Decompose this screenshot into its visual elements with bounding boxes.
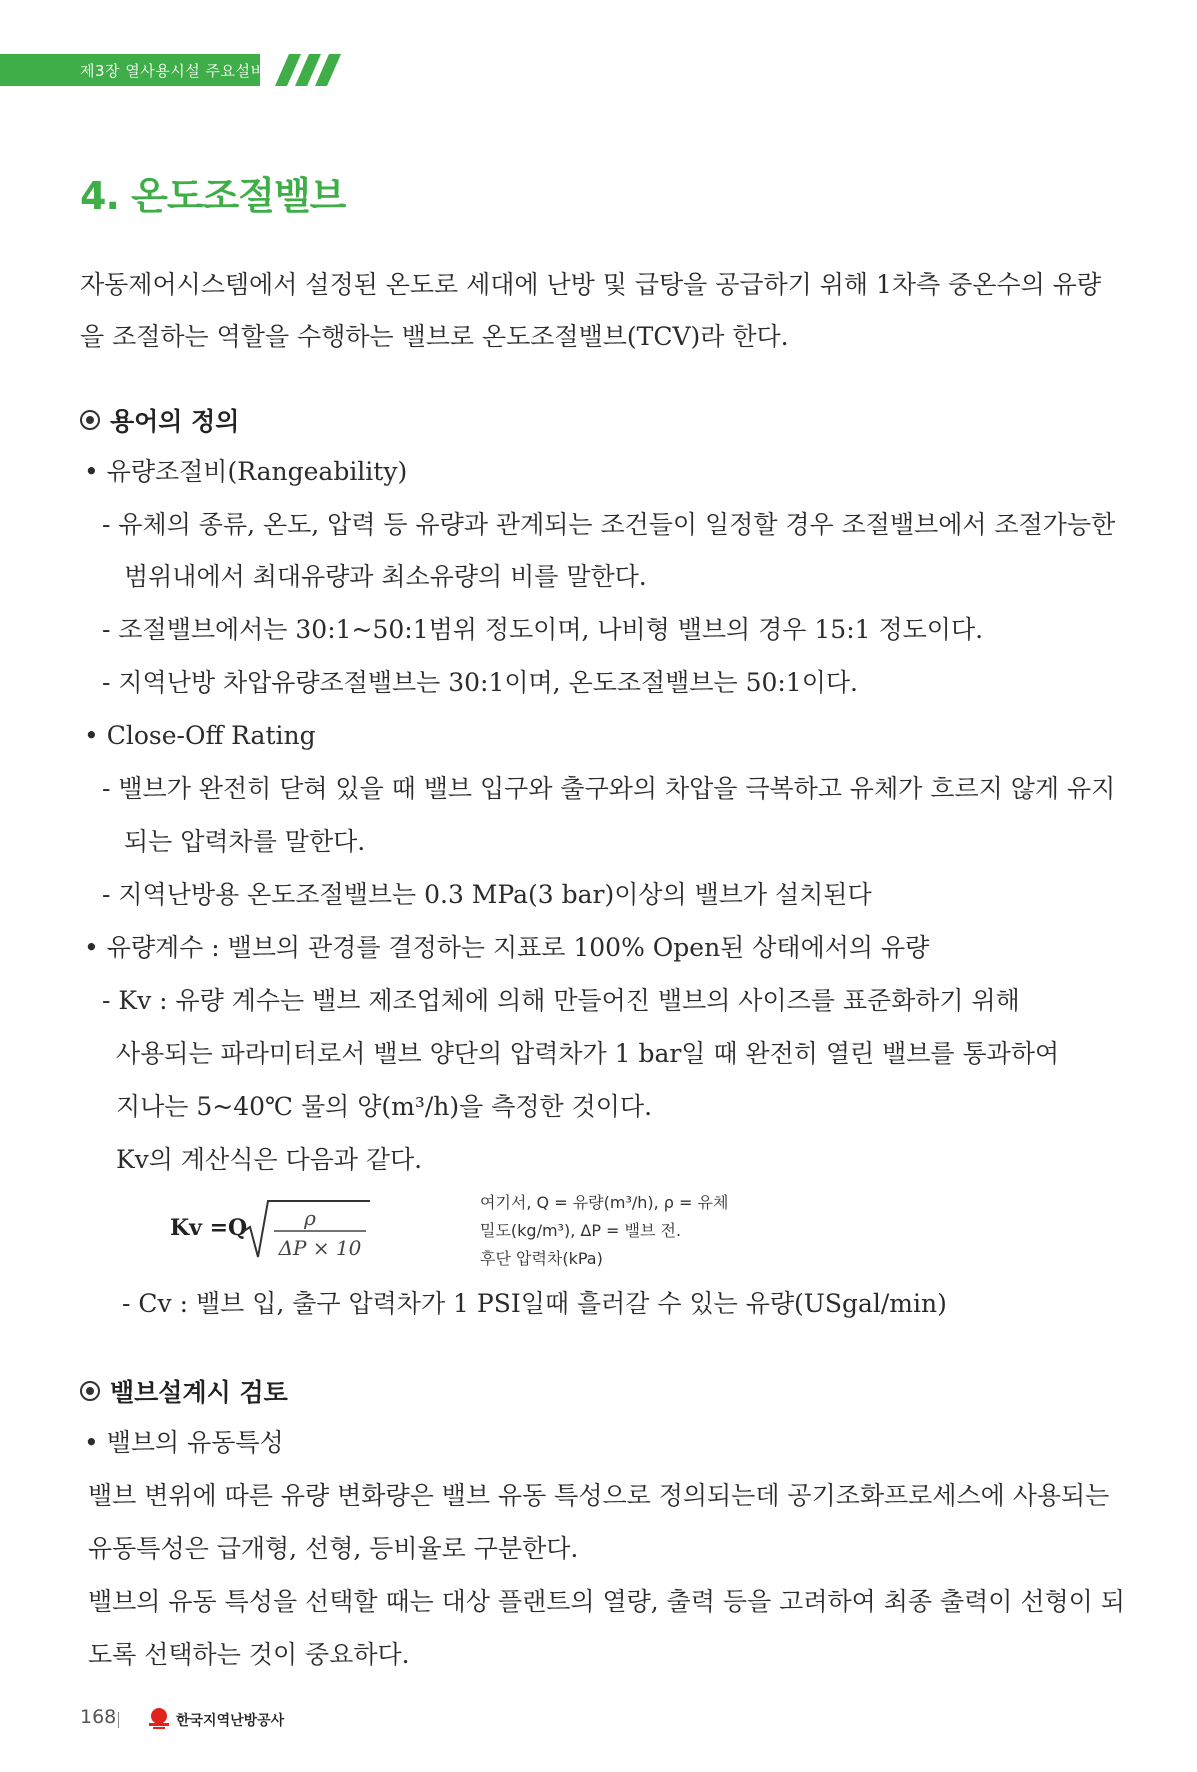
closeoff-desc-1b: 되는 압력차를 말한다. [124,827,366,856]
rangeability-desc-1b: 범위내에서 최대유량과 최소유량의 비를 말한다. [124,562,647,591]
rangeability-desc-3: - 지역난방 차압유량조절밸브는 30:1이며, 온도조절밸브는 50:1이다. [102,668,858,697]
formula-numerator: ρ [304,1206,316,1230]
bullet-close-off-rating: • Close-Off Rating [84,719,316,753]
target-bullet-icon [80,410,100,430]
kv-desc-3: 지나는 5~40℃ 물의 양(m³/h)을 측정한 것이다. [116,1092,653,1121]
kv-desc-2: 사용되는 파라미터로서 밸브 양단의 압력차가 1 bar일 때 완전히 열린 밸브를 통과하여 [116,1039,1060,1068]
body-line-3: 밸브의 유동 특성을 선택할 때는 대상 플랜트의 열량, 출력 등을 고려하여 최종 출력이 선형이 되 [88,1587,1125,1616]
section-title: 4. 온도조절밸브 [80,174,346,218]
formula-note-1: 여기서, Q = 유량(m³/h), ρ = 유체 [480,1193,729,1212]
page-number: 168 [80,1706,117,1728]
kv-desc-4: Kv의 계산식은 다음과 같다. [116,1145,423,1174]
footer-divider [118,1712,119,1728]
kv-formula [170,1195,380,1265]
chapter-label: 제3장 열사용시설 주요설비 [80,62,266,80]
section-heading-valve-design [80,1373,288,1409]
body-line-2: 유동특성은 급개형, 선형, 등비율로 구분한다. [88,1534,579,1563]
intro-line-1: 자동제어시스템에서 설정된 온도로 세대에 난방 및 급탕을 공급하기 위해 1차측 중온수의 유량 [80,270,1102,299]
bullet-flow-coefficient: • 유량계수 : 밸브의 관경를 결정하는 지표로 100% Open된 상태에서의 유량 [84,931,929,965]
section-heading-definitions [80,402,239,438]
intro-line-2: 을 조절하는 역할을 수행하는 밸브로 온도조절밸브(TCV)라 한다. [80,322,789,351]
body-line-4: 도록 선택하는 것이 중요하다. [88,1640,410,1669]
formula-note-2: 밀도(kg/m³), ΔP = 밸브 전. [480,1221,682,1240]
section-heading-text: 밸브설계시 검토 [110,1378,288,1407]
formula-denominator: ΔP × 10 [278,1236,362,1260]
bullet-flow-characteristics: • 밸브의 유동특성 [84,1426,284,1460]
target-bullet-icon [80,1381,100,1401]
formula-note-3: 후단 압력차(kPa) [480,1249,603,1268]
bullet-rangeability: • 유량조절비(Rangeability) [84,455,407,489]
closeoff-desc-1a: - 밸브가 완전히 닫혀 있을 때 밸브 입구와 출구와의 차압을 극복하고 유체가 흐르지 않게 유지 [102,774,1116,803]
cv-desc: - Cv : 밸브 입, 출구 압력차가 1 PSI일때 흘러갈 수 있는 유량(USgal/min) [122,1289,947,1318]
company-logo-icon [146,1705,172,1731]
company-name: 한국지역난방공사 [176,1713,285,1729]
rangeability-desc-1a: - 유체의 종류, 온도, 압력 등 유량과 관계되는 조건들이 일정할 경우 조절밸브에서 조절가능한 [102,510,1116,539]
section-heading-text: 용어의 정의 [110,407,240,436]
header-stripes [275,54,345,86]
body-line-1: 밸브 변위에 따른 유량 변화량은 밸브 유동 특성으로 정의되는데 공기조화프로세스에 사용되는 [88,1481,1110,1510]
formula-lhs: Kv =Q [170,1215,248,1241]
rangeability-desc-2: - 조절밸브에서는 30:1~50:1범위 정도이며, 나비형 밸브의 경우 15:1 정도이다. [102,615,984,644]
kv-desc-1: - Kv : 유량 계수는 밸브 제조업체에 의해 만들어진 밸브의 사이즈를 표준화하기 위해 [102,986,1020,1015]
closeoff-desc-2: - 지역난방용 온도조절밸브는 0.3 MPa(3 bar)이상의 밸브가 설치된다 [102,880,872,909]
